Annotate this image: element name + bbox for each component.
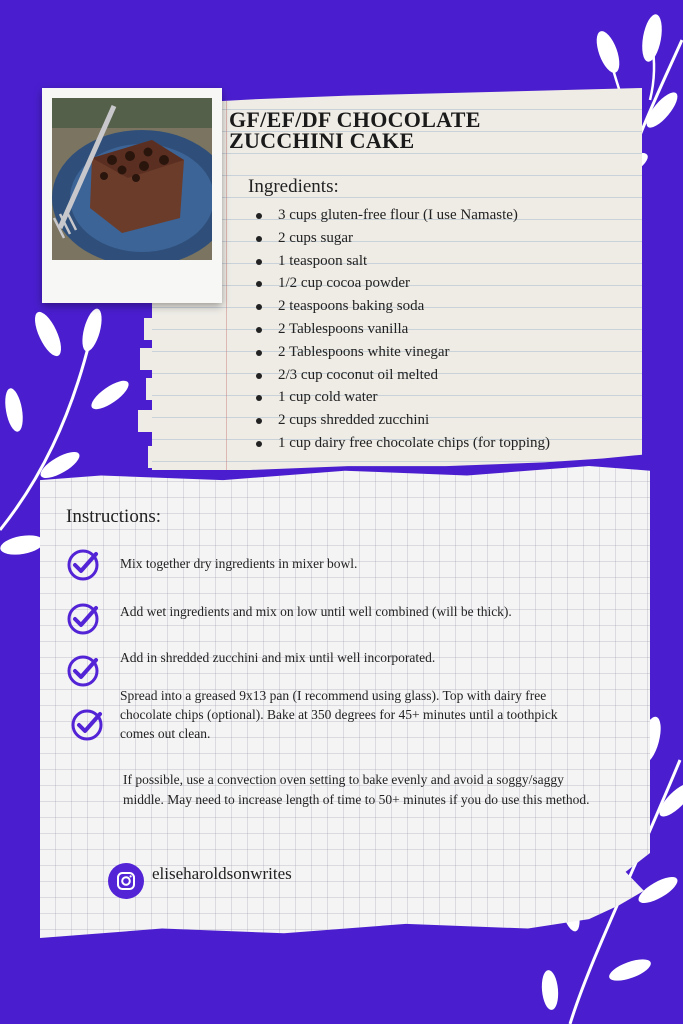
bullet-icon [256, 373, 262, 379]
bullet-icon [256, 350, 262, 356]
recipe-title: GF/EF/DF CHOCOLATE ZUCCHINI CAKE [229, 107, 481, 153]
bullet-icon [256, 327, 262, 333]
ingredient-text: 1 cup cold water [278, 389, 378, 406]
check-circle-icon [66, 654, 100, 688]
step-text: Spread into a greased 9x13 pan (I recommend using glass). Top with dairy free chocolate chips (optional). Bake at 350 degrees for 45+ minutes until a toothpick comes out clean. [120, 688, 558, 741]
ingredient-text: 1 teaspoon salt [278, 252, 368, 269]
step-text: Add wet ingredients and mix on low until well combined (will be thick). [120, 604, 512, 619]
instagram-icon [108, 863, 144, 899]
check-circle-icon [66, 548, 100, 582]
social-handle[interactable]: eliseharoldsonwrites [152, 864, 292, 883]
ingredient-text: 2 cups shredded zucchini [278, 412, 430, 429]
paper-margin-line [226, 88, 227, 470]
bullet-icon [256, 441, 262, 447]
bullet-icon [256, 304, 262, 310]
cake-photo [52, 98, 212, 260]
check-circle-icon [66, 602, 100, 636]
ingredient-item [254, 432, 634, 455]
ingredients-list [254, 204, 634, 455]
ingredient-text: 2 cups sugar [278, 229, 353, 246]
ingredient-text: 2 Tablespoons white vinegar [278, 343, 450, 360]
bullet-icon [256, 213, 262, 219]
ingredient-item [254, 318, 634, 341]
ingredient-item [254, 295, 634, 318]
instruction-note: If possible, use a convection oven setting to bake evenly and avoid a soggy/saggy middle. May need to increase length of time to 50+ minutes if you do use this method. [123, 772, 590, 807]
ingredient-item [254, 409, 634, 432]
ingredient-item [254, 364, 634, 387]
ingredient-item [254, 272, 634, 295]
ingredient-text: 2 teaspoons baking soda [278, 298, 425, 315]
bullet-icon [256, 281, 262, 287]
ingredient-item [254, 386, 634, 409]
ingredients-heading: Ingredients: [248, 176, 339, 197]
instructions-heading: Instructions: [66, 506, 161, 527]
check-circle-icon [70, 708, 104, 742]
polaroid-photo-frame [42, 88, 222, 303]
ingredient-text: 2 Tablespoons vanilla [278, 320, 409, 337]
step-text: Mix together dry ingredients in mixer bowl. [120, 556, 358, 571]
ingredient-item [254, 227, 634, 250]
ingredient-item [254, 250, 634, 273]
instagram-badge[interactable] [108, 863, 144, 899]
ingredient-item [254, 341, 634, 364]
ingredient-text: 2/3 cup coconut oil melted [278, 366, 438, 383]
step-text: Add in shredded zucchini and mix until well incorporated. [120, 650, 436, 665]
ingredient-text: 1/2 cup cocoa powder [278, 275, 411, 292]
ingredient-text: 3 cups gluten-free flour (I use Namaste) [278, 207, 518, 223]
ingredient-text: 1 cup dairy free chocolate chips (for topping) [278, 434, 550, 451]
ingredient-item [254, 204, 634, 227]
bullet-icon [256, 236, 262, 242]
bullet-icon [256, 259, 262, 265]
bullet-icon [256, 418, 262, 424]
bullet-icon [256, 395, 262, 401]
